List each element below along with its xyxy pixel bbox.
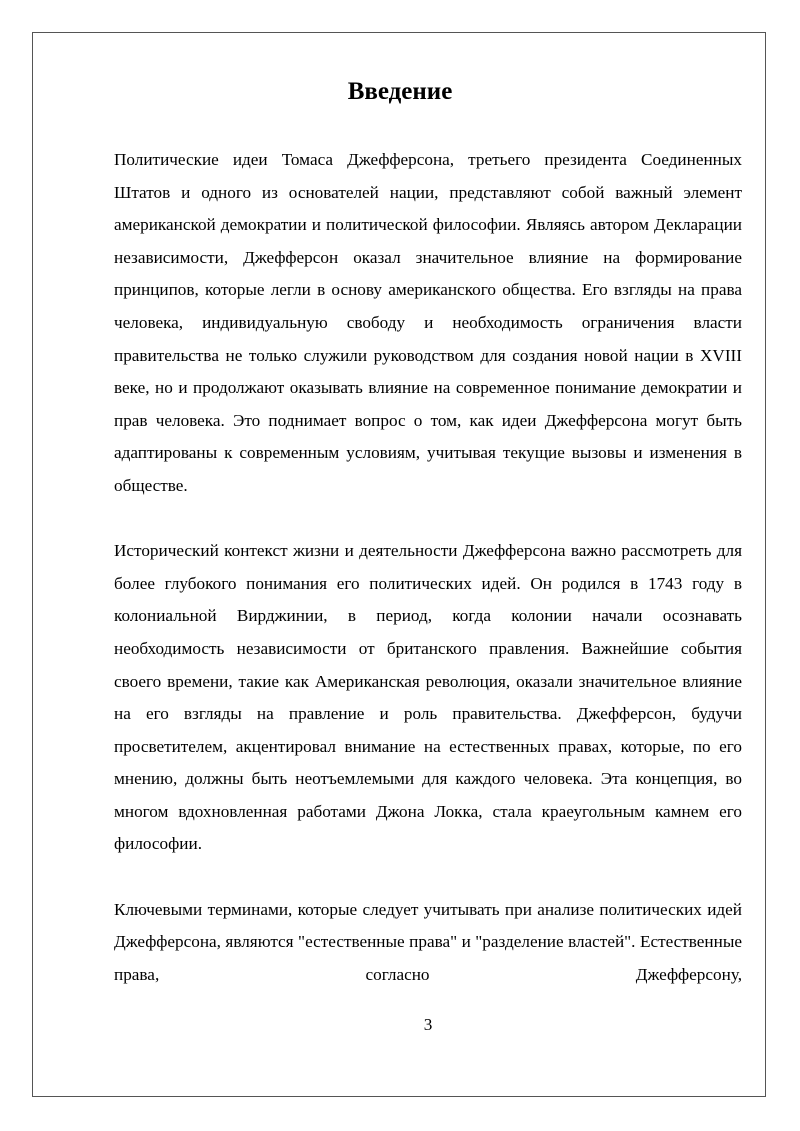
paragraph-gap xyxy=(114,503,742,536)
paragraph-gap xyxy=(114,861,742,894)
page-title: Введение xyxy=(347,78,453,105)
page-number: 3 xyxy=(423,1015,433,1034)
paragraph-3: Ключевыми терминами, которые следует учитывать при анализе политических идей Джефферсона, являются "естественные права" и "разделение властей". Естественные права, согласно Джефферсону, xyxy=(114,899,742,984)
paragraph-2: Исторический контекст жизни и деятельности Джефферсона важно рассмотреть для более глубокого понимания его политических идей. Он родился в 1743 году в колониальной Вирджинии, в период, когда колонии начали осознавать необходимость независимости от британского правления. Важнейшие события своего времени, такие как Американская революция, оказали значительное влияние на его взгляды на правление и роль правительства. Джефферсон, будучи просветителем, акцентировал внимание на естественных правах, которые, по его мнению, должны быть неотъемлемыми для каждого человека. Эта концепция, во многом вдохновленная работами Джона Локка, стала краеугольным камнем его философии. xyxy=(114,541,742,854)
body-text xyxy=(114,144,742,991)
paragraph-1: Политические идеи Томаса Джефферсона, третьего президента Соединенных Штатов и одного из основателей нации, представляют собой важный элемент американской демократии и политической философии. Являясь автором Декларации независимости, Джефферсон оказал значительное влияние на формирование принципов, которые легли в основу американского общества. Его взгляды на права человека, индивидуальную свободу и необходимость ограничения власти правительства не только служили руководством для создания новой нации в XVIII веке, но и продолжают оказывать влияние на современное понимание демократии и прав человека. Это поднимает вопрос о том, как идеи Джефферсона могут быть адаптированы к современным условиям, учитывая текущие вызовы и изменения в обществе. xyxy=(114,150,742,495)
